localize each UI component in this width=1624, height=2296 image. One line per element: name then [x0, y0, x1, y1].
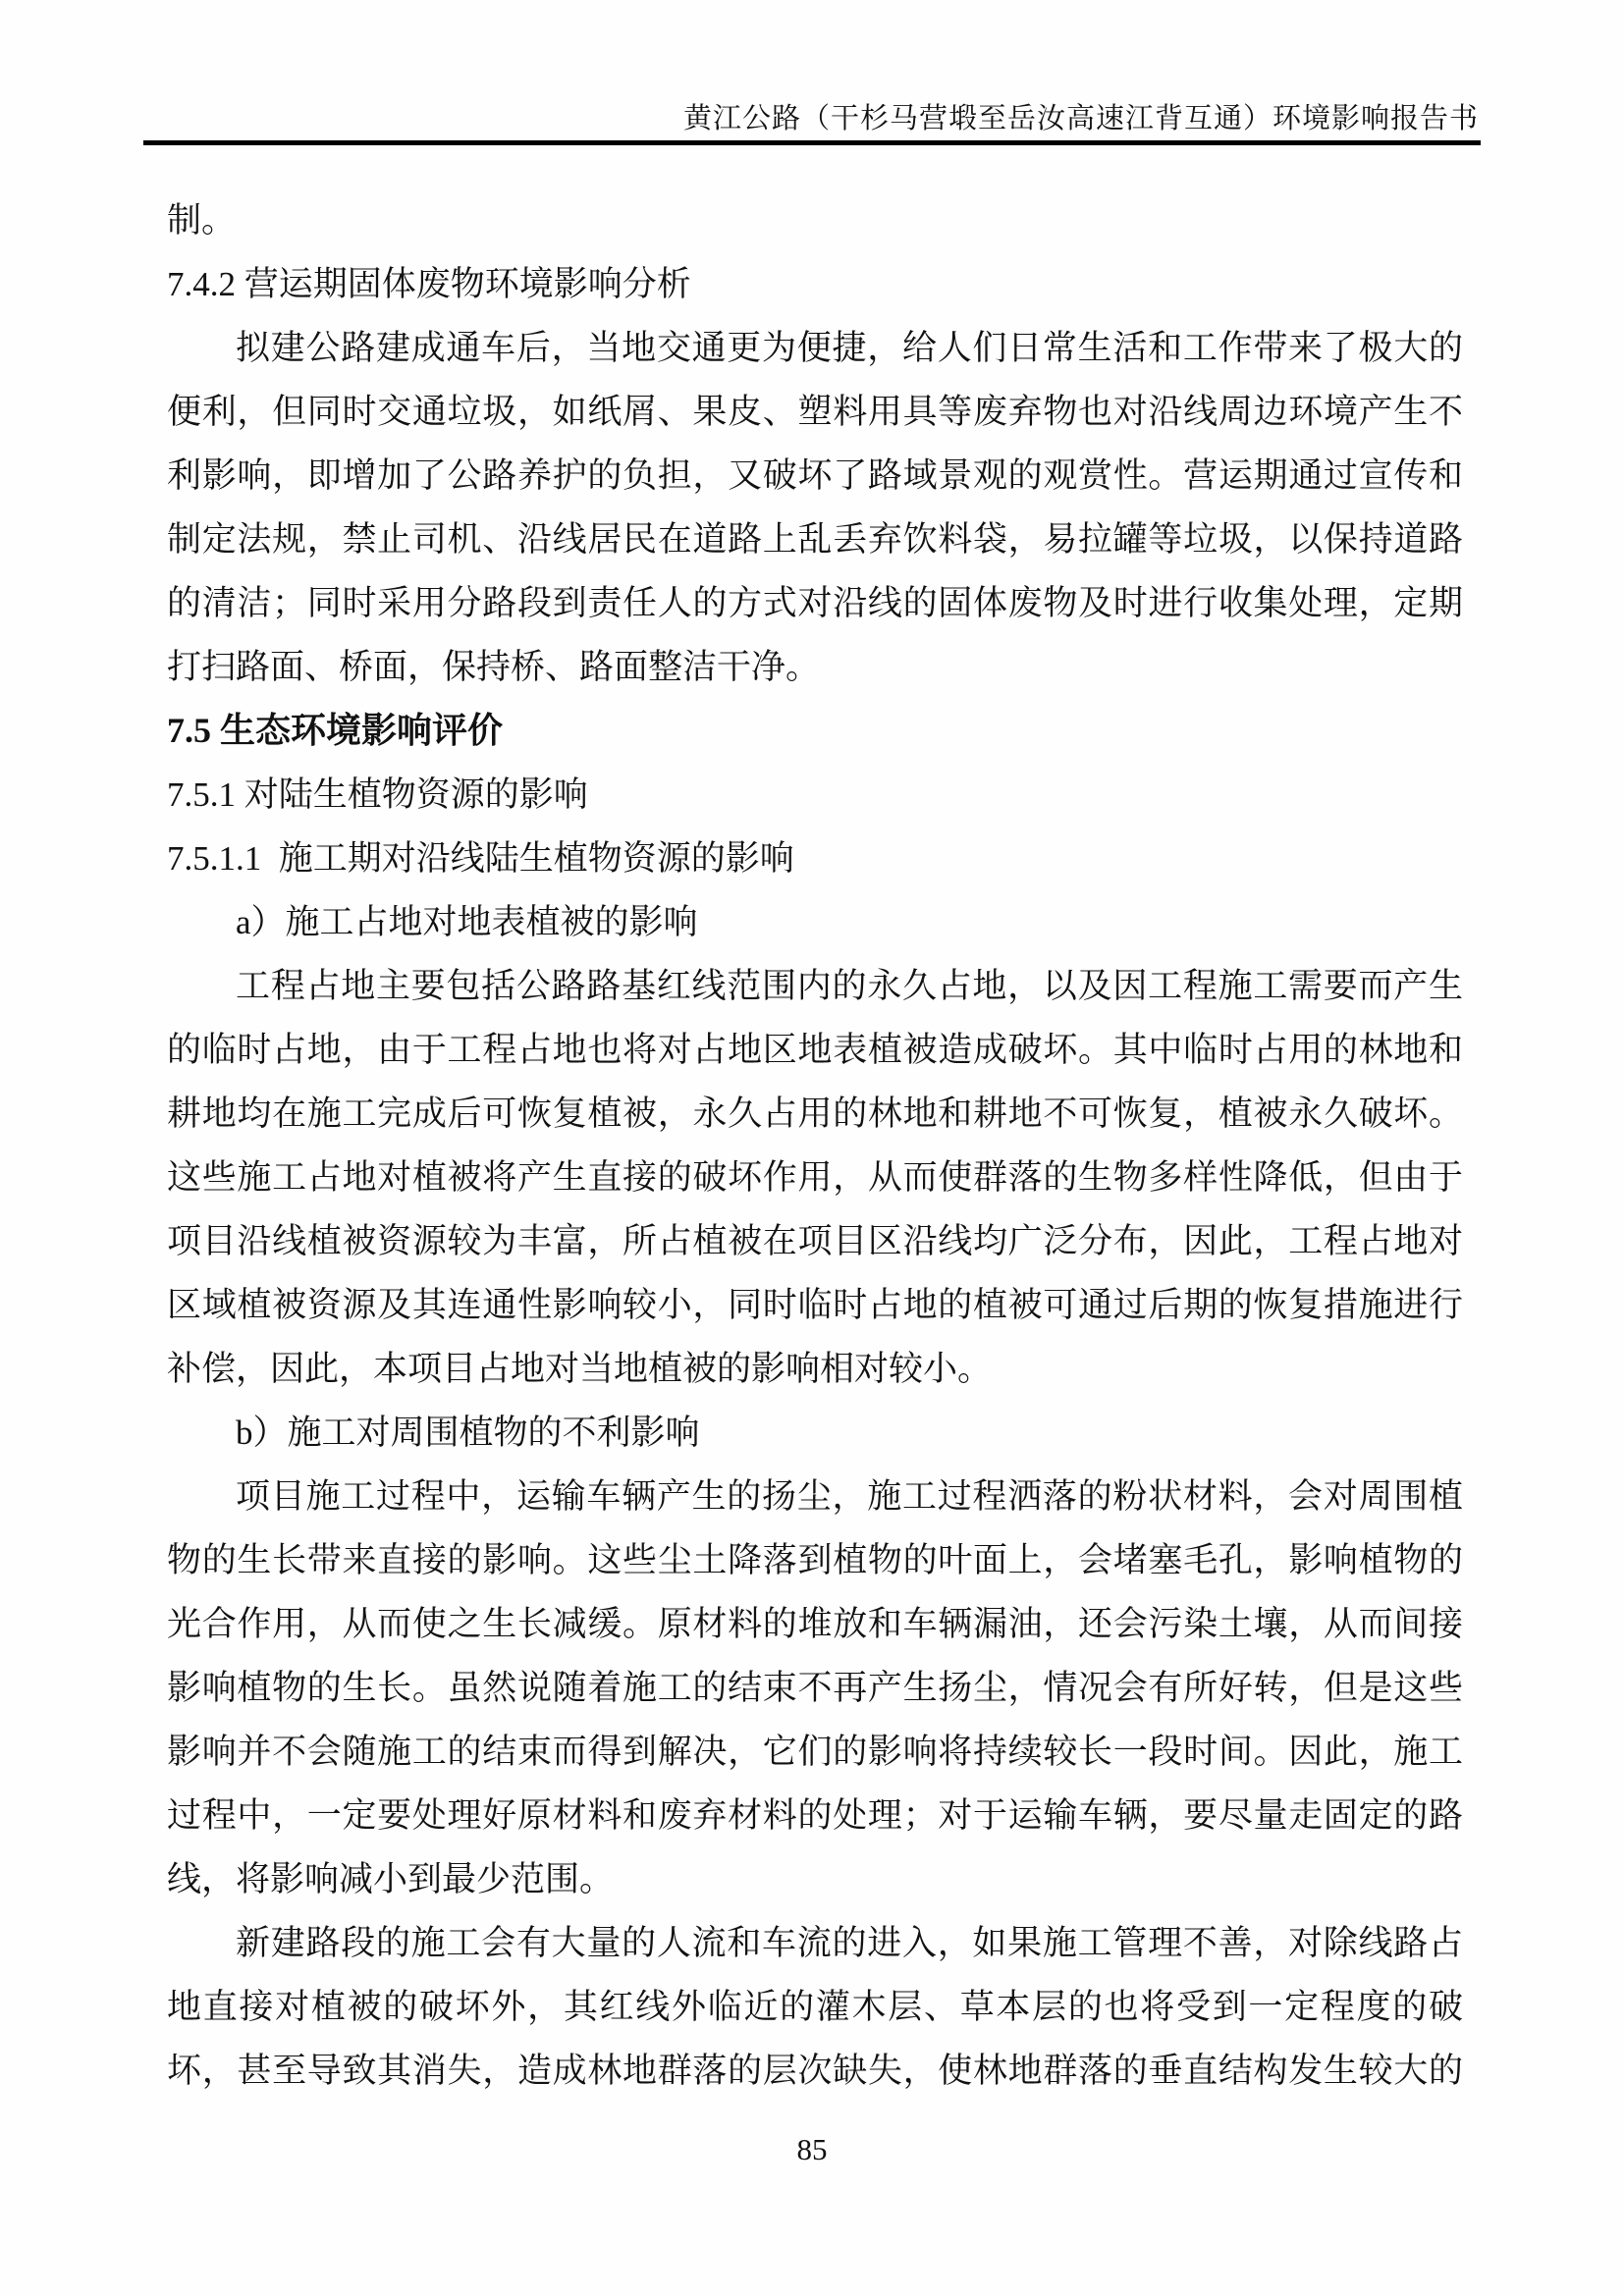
section-heading-7-5-1: 7.5.1 对陆生植物资源的影响	[167, 775, 588, 814]
paragraph-line: 这些施工占地对植被将产生直接的破坏作用，从而使群落的生物多样性降低，但由于	[167, 1158, 1463, 1197]
paragraph-line: 光合作用，从而使之生长减缓。原材料的堆放和车辆漏油，还会污染土壤，从而间接	[167, 1605, 1463, 1643]
paragraph-line: 的清洁；同时采用分路段到责任人的方式对沿线的固体废物及时进行收集处理，定期	[167, 584, 1463, 622]
paragraph-line: 物的生长带来直接的影响。这些尘土降落到植物的叶面上，会堵塞毛孔，影响植物的	[167, 1541, 1463, 1579]
section-heading-7-4-2: 7.4.2 营运期固体废物环境影响分析	[167, 265, 691, 303]
paragraph-line: 制。	[167, 201, 237, 240]
paragraph-line: 的临时占地，由于工程占地也将对占地区地表植被造成破坏。其中临时占用的林地和	[167, 1031, 1463, 1069]
paragraph-line: 便利，但同时交通垃圾，如纸屑、果皮、塑料用具等废弃物也对沿线周边环境产生不	[167, 393, 1463, 431]
paragraph-line: 过程中，一定要处理好原材料和废弃材料的处理；对于运输车辆，要尽量走固定的路	[167, 1796, 1463, 1835]
paragraph-line: 影响植物的生长。虽然说随着施工的结束不再产生扬尘，情况会有所好转，但是这些	[167, 1669, 1463, 1707]
paragraph-line: 项目沿线植被资源较为丰富，所占植被在项目区沿线均广泛分布，因此，工程占地对	[167, 1222, 1463, 1260]
paragraph-line: 制定法规，禁止司机、沿线居民在道路上乱丢弃饮料袋，易拉罐等垃圾，以保持道路	[167, 520, 1463, 559]
paragraph-line: 利影响，即增加了公路养护的负担，又破坏了路域景观的观赏性。营运期通过宣传和	[167, 456, 1463, 495]
list-item-b-heading: b）施工对周围植物的不利影响	[236, 1414, 700, 1452]
list-item-a-heading: a）施工占地对地表植被的影响	[236, 903, 698, 941]
running-header-title: 黄江公路（干杉马营塅至岳汝高速江背互通）环境影响报告书	[682, 103, 1479, 134]
paragraph-line: 影响并不会随施工的结束而得到解决，它们的影响将持续较长一段时间。因此，施工	[167, 1733, 1463, 1771]
header-rule	[143, 140, 1481, 145]
paragraph-line: 工程占地主要包括公路路基红线范围内的永久占地，以及因工程施工需要而产生	[236, 967, 1463, 1005]
paragraph-line: 补偿，因此，本项目占地对当地植被的影响相对较小。	[167, 1350, 993, 1388]
paragraph-line: 线，将影响减小到最少范围。	[167, 1860, 615, 1898]
paragraph-line: 地直接对植被的破坏外，其红线外临近的灌木层、草本层的也将受到一定程度的破	[167, 1988, 1463, 2026]
section-heading-7-5: 7.5 生态环境影响评价	[167, 711, 504, 750]
section-heading-7-5-1-1: 7.5.1.1 施工期对沿线陆生植物资源的影响	[167, 839, 794, 878]
paragraph-line: 打扫路面、桥面，保持桥、路面整洁干净。	[167, 648, 821, 686]
paragraph-line: 区域植被资源及其连通性影响较小，同时临时占地的植被可通过后期的恢复措施进行	[167, 1286, 1463, 1324]
document-body	[167, 188, 1463, 2103]
paragraph-line: 项目施工过程中，运输车辆产生的扬尘，施工过程洒落的粉状材料，会对周围植	[236, 1477, 1463, 1516]
paragraph-line: 坏，甚至导致其消失，造成林地群落的层次缺失，使林地群落的垂直结构发生较大的	[167, 2052, 1463, 2090]
paragraph-line: 耕地均在施工完成后可恢复植被，永久占用的林地和耕地不可恢复，植被永久破坏。	[167, 1095, 1463, 1133]
paragraph-line: 拟建公路建成通车后，当地交通更为便捷，给人们日常生活和工作带来了极大的	[236, 329, 1463, 367]
page-number: 85	[796, 2132, 828, 2166]
paragraph-line: 新建路段的施工会有大量的人流和车流的进入，如果施工管理不善，对除线路占	[236, 1924, 1463, 1962]
